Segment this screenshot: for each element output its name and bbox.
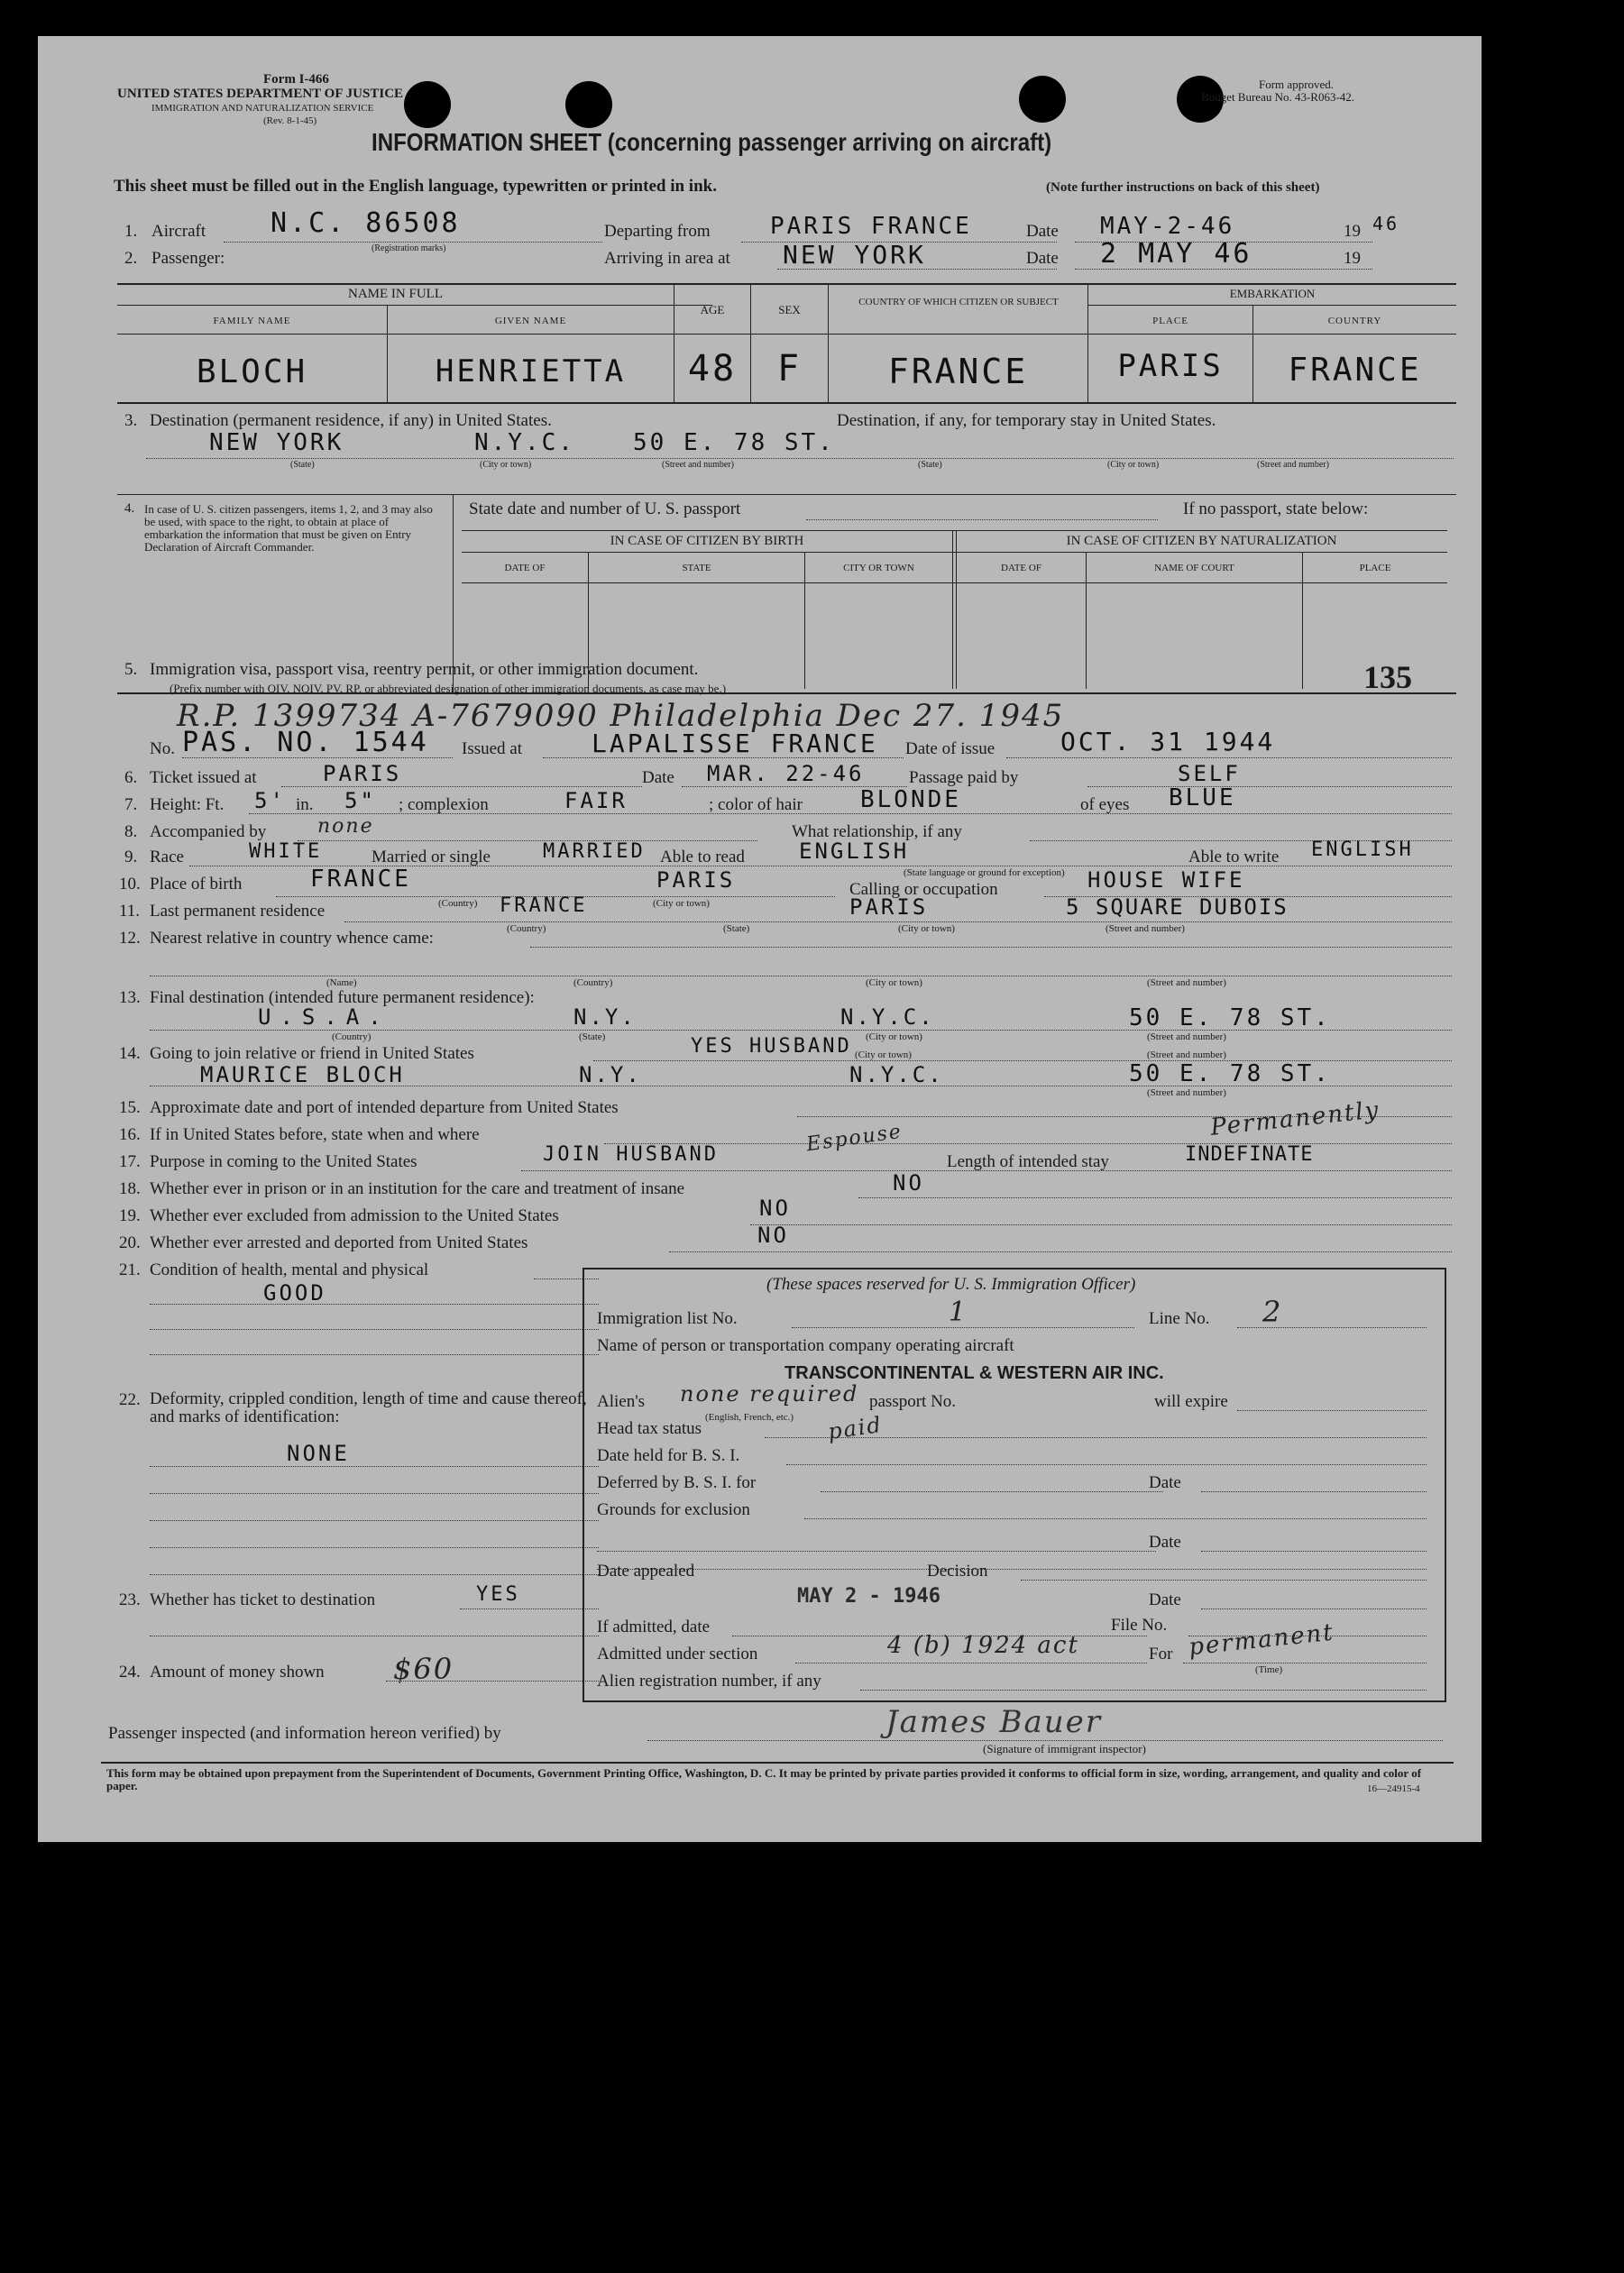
visa-handwritten: R.P. 1399734 A-7679090 Philadelphia Dec 27. 1945 xyxy=(177,698,1065,734)
excluded-label: Whether ever excluded from admission to the United States xyxy=(150,1206,559,1225)
col-header: DATE OF xyxy=(1001,563,1041,573)
birth-city-value: PARIS xyxy=(656,867,736,893)
date-of-issue-label: Date of issue xyxy=(905,739,996,758)
file-no-label: File No. xyxy=(1111,1616,1168,1635)
ticket-issued-value: PARIS xyxy=(323,761,402,786)
passage-paid-label: Passage paid by xyxy=(909,768,1019,787)
item-number: 9. xyxy=(124,848,138,866)
carrier-label: Name of person or transportation company operating aircraft xyxy=(597,1336,1014,1355)
page-title: INFORMATION SHEET (concerning passenger arriving on aircraft) xyxy=(372,128,1052,156)
date-stamp: MAY 2 - 1946 xyxy=(797,1585,940,1608)
family-name-value: BLOCH xyxy=(196,353,308,390)
prison-label: Whether ever in prison or in an institution for the care and treatment of insane xyxy=(150,1179,685,1198)
deferred-label: Deferred by B. S. I. for xyxy=(597,1473,757,1492)
final-country-value: U.S.A. xyxy=(258,1004,390,1030)
purpose-value: JOIN HUSBAND xyxy=(543,1143,719,1166)
line-no-label: Line No. xyxy=(1149,1309,1210,1328)
embark-place-value: PARIS xyxy=(1117,348,1224,384)
hair-color-label: ; color of hair xyxy=(709,795,803,814)
budget-bureau: Budget Bureau No. 43-R063-42. xyxy=(1201,90,1355,104)
dest-state: NEW YORK xyxy=(209,429,344,456)
issued-at-value: LAPALISSE FRANCE xyxy=(592,729,878,758)
col-header: DATE OF xyxy=(504,563,546,573)
write-label: Able to write xyxy=(1188,848,1280,866)
sub-label: (City or town) xyxy=(898,923,955,934)
race-value: WHITE xyxy=(249,840,323,863)
sub-label: (Country) xyxy=(438,898,478,909)
no-label: No. xyxy=(150,739,175,758)
age-header: AGE xyxy=(700,303,725,316)
item-number: 4. xyxy=(124,501,135,516)
deported-label: Whether ever arrested and deported from United States xyxy=(150,1233,528,1252)
family-name-header: FAMILY NAME xyxy=(213,316,291,326)
hair-color-value: BLONDE xyxy=(860,786,961,813)
head-tax-value: paid xyxy=(826,1411,885,1445)
revision: (Rev. 8-1-45) xyxy=(263,115,317,126)
height-ft-value: 5' xyxy=(254,788,286,813)
year-prefix: 19 xyxy=(1344,249,1361,268)
will-expire-label: will expire xyxy=(1154,1392,1228,1411)
join-city-value: N.Y.C. xyxy=(849,1062,944,1087)
height-label: Height: Ft. xyxy=(150,795,225,814)
item-number: 23. xyxy=(119,1590,141,1609)
sub-label: (Country) xyxy=(332,1031,372,1042)
approved: Form approved. xyxy=(1259,78,1335,91)
citizen-by-nat-header: IN CASE OF CITIZEN BY NATURALIZATION xyxy=(1066,534,1337,548)
col-header: CITY OR TOWN xyxy=(843,563,914,573)
for-label: For xyxy=(1149,1645,1173,1664)
country-header: COUNTRY OF WHICH CITIZEN OR SUBJECT xyxy=(858,297,1059,307)
line-no-value: 2 xyxy=(1262,1295,1283,1329)
aircraft-label: Aircraft xyxy=(151,222,206,241)
purpose-label: Purpose in coming to the United States xyxy=(150,1152,417,1171)
note: (Note further instructions on back of this sheet) xyxy=(1046,180,1320,195)
form-number: Form I-466 xyxy=(263,72,329,87)
date-label: Date xyxy=(1149,1473,1181,1492)
birthplace-label: Place of birth xyxy=(150,875,243,894)
dest-street: 50 E. 78 ST. xyxy=(633,429,835,456)
passport-label: State date and number of U. S. passport xyxy=(469,500,741,518)
print-code: 16—24915-4 xyxy=(1367,1783,1420,1794)
item-number: 19. xyxy=(119,1206,141,1225)
ticket-date-value: MAR. 22-46 xyxy=(707,761,865,786)
sub-label: (State) xyxy=(579,1031,606,1042)
item-number: 24. xyxy=(119,1663,141,1682)
section-value: 4 (b) 1924 act xyxy=(887,1632,1079,1659)
accompanied-value: none xyxy=(317,815,374,838)
col-header: PLACE xyxy=(1359,563,1391,573)
us-before-label: If in United States before, state when and where xyxy=(150,1125,480,1144)
height-in-value: 5" xyxy=(344,788,376,813)
race-label: Race xyxy=(150,848,184,866)
form-sheet xyxy=(38,36,1482,1842)
aircraft-value: N.C. 86508 xyxy=(271,207,461,239)
occupation-value: HOUSE WIFE xyxy=(1087,867,1245,893)
age-value: 48 xyxy=(687,348,738,390)
date-label: Date xyxy=(642,768,674,787)
visa-label: Immigration visa, passport visa, reentry permit, or other immigration document. xyxy=(150,660,699,679)
deformity-label: Deformity, crippled condition, length of time and cause thereof, and marks of identification: xyxy=(150,1389,587,1426)
issued-at-label: Issued at xyxy=(462,739,523,758)
accompanied-label: Accompanied by xyxy=(150,822,267,841)
relationship-label: What relationship, if any xyxy=(792,822,962,841)
ticket-destination-label: Whether has ticket to destination xyxy=(150,1590,376,1609)
item-number: 22. xyxy=(119,1390,141,1409)
marital-value: MARRIED xyxy=(543,840,646,863)
stay-length-label: Length of intended stay xyxy=(947,1152,1109,1171)
departing-value: PARIS FRANCE xyxy=(770,213,972,240)
embark-country-value: FRANCE xyxy=(1288,352,1422,389)
item-number: 15. xyxy=(119,1098,141,1117)
list-no-value: 1 xyxy=(949,1297,968,1328)
item-number: 10. xyxy=(119,875,141,894)
item-number: 12. xyxy=(119,929,141,948)
final-city-value: N.Y.C. xyxy=(840,1004,935,1030)
eye-color-value: BLUE xyxy=(1169,784,1236,811)
departure-label: Approximate date and port of intended departure from United States xyxy=(150,1098,619,1117)
sub-label: (Street and number) xyxy=(662,460,734,470)
residence-country-value: FRANCE xyxy=(500,894,588,917)
col-header: STATE xyxy=(682,563,711,573)
item-number: 21. xyxy=(119,1260,141,1279)
carrier-stamp: TRANSCONTINENTAL & WESTERN AIR INC. xyxy=(784,1363,1164,1383)
join-state-value: N.Y. xyxy=(579,1062,642,1087)
complexion-label: ; complexion xyxy=(399,795,489,814)
passport-no-label: passport No. xyxy=(869,1392,957,1411)
sub-label: (City or town) xyxy=(480,460,532,470)
col-header: NAME OF COURT xyxy=(1154,563,1234,573)
sub-label: (Street and number) xyxy=(1147,1087,1226,1098)
departing-label: Departing from xyxy=(604,222,711,241)
name-in-full-header: NAME IN FULL xyxy=(348,287,443,301)
sub-label: (English, French, etc.) xyxy=(705,1412,794,1423)
read-label: Able to read xyxy=(660,848,745,866)
item-number: 18. xyxy=(119,1179,141,1198)
inspected-label: Passenger inspected (and information hereon verified) by xyxy=(108,1724,501,1743)
page-number: 135 xyxy=(1363,659,1412,695)
item-number: 7. xyxy=(124,795,138,814)
occupation-label: Calling or occupation xyxy=(849,880,998,899)
service: IMMIGRATION AND NATURALIZATION SERVICE xyxy=(151,103,374,114)
destination-label: Destination (permanent residence, if any) in United States. xyxy=(150,411,552,430)
appealed-label: Date appealed xyxy=(597,1562,695,1581)
item-number: 5. xyxy=(124,660,138,679)
sub-label: (State) xyxy=(918,460,942,470)
sub-label: (State language or ground for exception) xyxy=(904,867,1065,878)
item-number: 11. xyxy=(119,902,141,921)
citizen-by-birth-header: IN CASE OF CITIZEN BY BIRTH xyxy=(610,534,804,548)
alien-registration-label: Alien registration number, if any xyxy=(597,1672,821,1691)
visa-number: PAS. NO. 1544 xyxy=(182,727,429,758)
nearest-relative-label: Nearest relative in country whence came: xyxy=(150,929,434,948)
sex-value: F xyxy=(776,348,803,390)
temp-destination-label: Destination, if any, for temporary stay in United States. xyxy=(837,411,1216,430)
decision-label: Decision xyxy=(927,1562,988,1581)
department: UNITED STATES DEPARTMENT OF JUSTICE xyxy=(117,87,404,101)
given-name-header: GIVEN NAME xyxy=(494,316,567,326)
write-value: ENGLISH xyxy=(1311,839,1414,861)
sub-label: (State) xyxy=(723,923,750,934)
for-value: permanent xyxy=(1187,1618,1336,1662)
join-name-value: MAURICE BLOCH xyxy=(200,1062,405,1087)
signature-sub: (Signature of immigrant inspector) xyxy=(983,1742,1146,1755)
arriving-label: Arriving in area at xyxy=(604,249,730,268)
final-street-value: 50 E. 78 ST. xyxy=(1129,1004,1331,1031)
sub-label: (State) xyxy=(290,460,315,470)
passenger-label: Passenger: xyxy=(151,249,225,268)
given-name-value: HENRIETTA xyxy=(435,353,627,390)
held-bsi-label: Date held for B. S. I. xyxy=(597,1446,740,1465)
money-value: $60 xyxy=(393,1652,454,1686)
complexion-value: FAIR xyxy=(564,788,628,813)
instruction: This sheet must be filled out in the English language, typewritten or printed in ink. xyxy=(114,177,717,196)
year-prefix: 19 xyxy=(1344,222,1361,241)
deported-value: NO xyxy=(757,1223,789,1248)
date-label: Date xyxy=(1149,1590,1181,1609)
money-label: Amount of money shown xyxy=(150,1663,325,1682)
sub-label: (Country) xyxy=(573,977,613,988)
date-of-issue-value: OCT. 31 1944 xyxy=(1060,727,1276,756)
year-value: 46 xyxy=(1372,213,1400,234)
sub-label: (Name) xyxy=(326,977,357,988)
sub-label: (City or town) xyxy=(653,898,710,909)
item-number: 2. xyxy=(124,249,138,268)
residence-city-value: PARIS xyxy=(849,894,929,920)
officer-box-title: (These spaces reserved for U. S. Immigration Officer) xyxy=(766,1275,1136,1294)
no-passport-label: If no passport, state below: xyxy=(1183,500,1369,518)
passage-paid-value: SELF xyxy=(1178,761,1241,786)
sub-label: (Street and number) xyxy=(1147,1031,1226,1042)
citizen-value: FRANCE xyxy=(887,352,1029,391)
sub-label: (Time) xyxy=(1255,1664,1283,1675)
item-number: 8. xyxy=(124,822,138,841)
health-value: GOOD xyxy=(263,1280,326,1306)
join-street-value: 50 E. 78 ST. xyxy=(1129,1060,1331,1087)
last-residence-label: Last permanent residence xyxy=(150,902,326,921)
sub-label: (City or town) xyxy=(855,1049,912,1060)
sub-label: (Street and number) xyxy=(1147,1049,1226,1060)
item-number: 17. xyxy=(119,1152,141,1171)
grounds-label: Grounds for exclusion xyxy=(597,1500,750,1519)
us-before-value: Permanently xyxy=(1208,1096,1381,1141)
date-label: Date xyxy=(1026,222,1059,241)
sub-label: (City or town) xyxy=(866,977,922,988)
head-tax-label: Head tax status xyxy=(597,1419,702,1438)
read-value: ENGLISH xyxy=(799,839,910,864)
punch-hole xyxy=(1019,76,1066,123)
sub-label: (Street and number) xyxy=(1257,460,1329,470)
inch-label: in. xyxy=(296,795,314,814)
sex-header: SEX xyxy=(778,303,801,316)
excluded-value: NO xyxy=(759,1196,791,1221)
item-number: 6. xyxy=(124,768,138,787)
sub-label: (City or town) xyxy=(866,1031,922,1042)
item-number: 1. xyxy=(124,222,138,241)
item-number: 20. xyxy=(119,1233,141,1252)
sub-label: (Country) xyxy=(507,923,546,934)
ticket-label: Ticket issued at xyxy=(150,768,257,787)
birth-country-value: FRANCE xyxy=(310,866,411,893)
admitted-label: If admitted, date xyxy=(597,1618,711,1636)
list-no-label: Immigration list No. xyxy=(597,1309,738,1328)
inspector-signature: James Bauer xyxy=(885,1704,1103,1740)
eye-color-label: of eyes xyxy=(1080,795,1130,814)
stay-length-value: INDEFINATE xyxy=(1185,1143,1314,1166)
embarkation-header: EMBARKATION xyxy=(1229,287,1316,300)
registration-sub: (Registration marks) xyxy=(372,243,446,253)
visa-sub: (Prefix number with QIV, NQIV, PV, RP, or abbreviated designation of other immigration documents, as case may be.) xyxy=(170,682,727,695)
arriving-date: 2 MAY 46 xyxy=(1100,238,1252,270)
health-label: Condition of health, mental and physical xyxy=(150,1260,429,1279)
section-label: Admitted under section xyxy=(597,1645,758,1664)
alien-label: Alien's xyxy=(597,1392,646,1411)
ticket-destination-value: YES xyxy=(476,1583,520,1606)
item-number: 3. xyxy=(124,411,138,430)
deformity-value: NONE xyxy=(287,1441,350,1466)
arriving-value: NEW YORK xyxy=(783,240,926,270)
final-state-value: N.Y. xyxy=(573,1004,637,1030)
prison-value: NO xyxy=(893,1170,924,1196)
fine-print: This form may be obtained upon prepayment from the Superintendent of Documents, Government Printing Office, Washington, D. C. It may be printed by private parties provided it conforms to official form in size, wording, arrangement, and quality and color of paper. xyxy=(106,1766,1422,1792)
sub-label: (City or town) xyxy=(1107,460,1160,470)
country-emb-header: COUNTRY xyxy=(1327,316,1382,326)
item-number: 14. xyxy=(119,1044,141,1063)
date-label: Date xyxy=(1026,249,1059,268)
punch-hole xyxy=(404,81,451,128)
citizen-note: In case of U. S. citizen passengers, items 1, 2, and 3 may also be used, with space to the right, to obtain at place of embarkation the information that must be given on Entry Declaration of Aircraft Commander. xyxy=(144,502,433,554)
item-number: 13. xyxy=(119,988,141,1007)
place-header: PLACE xyxy=(1152,316,1188,326)
marital-label: Married or single xyxy=(372,848,491,866)
sub-label: (Street and number) xyxy=(1106,923,1185,934)
sub-label: (Street and number) xyxy=(1147,977,1226,988)
final-destination-label: Final destination (intended future permanent residence): xyxy=(150,988,535,1007)
residence-street-value: 5 SQUARE DUBOIS xyxy=(1066,894,1289,920)
dest-city: N.Y.C. xyxy=(474,429,575,456)
purpose-annotation: Espouse xyxy=(804,1120,904,1157)
date-label: Date xyxy=(1149,1533,1181,1552)
join-value: YES HUSBAND xyxy=(691,1035,852,1058)
going-to-join-label: Going to join relative or friend in United States xyxy=(150,1044,474,1063)
item-number: 16. xyxy=(119,1125,141,1144)
punch-hole xyxy=(565,81,612,128)
departing-date: MAY-2-46 xyxy=(1100,213,1235,240)
alien-value: none required xyxy=(680,1381,859,1407)
